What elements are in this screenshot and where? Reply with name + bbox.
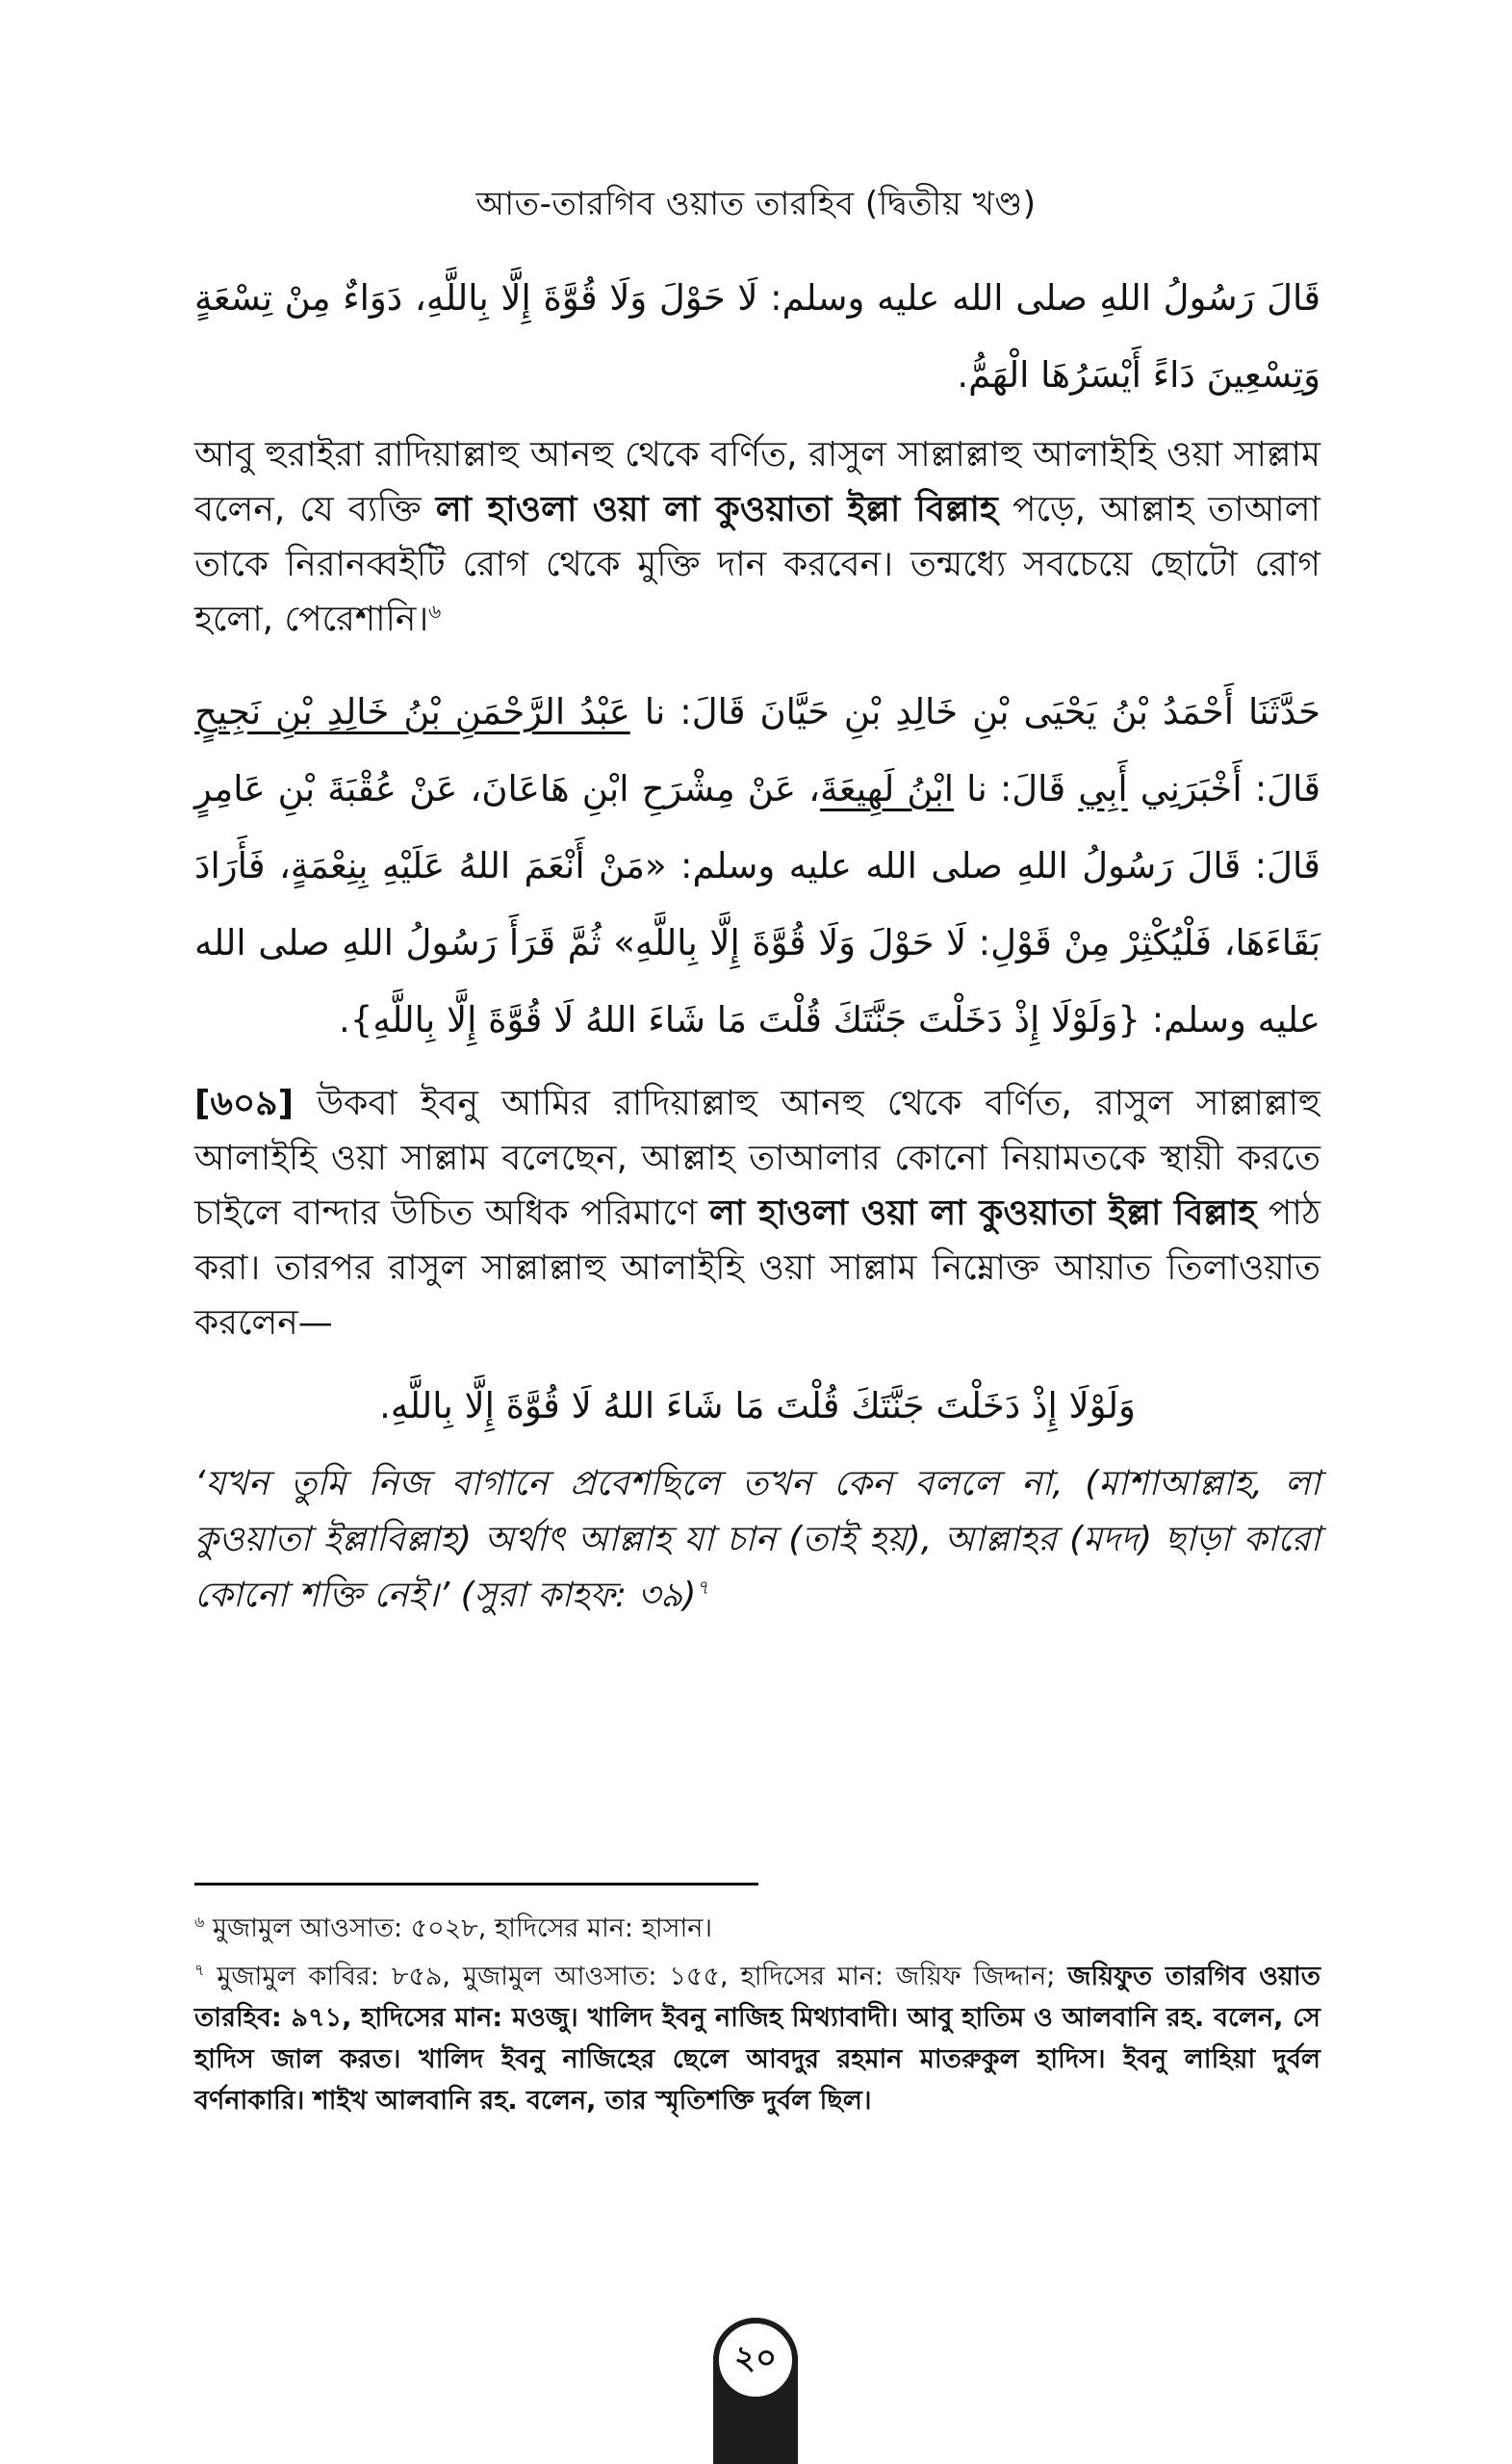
footnote-6 (194, 1901, 1320, 1949)
hadith-1-text-a: আবু হুরাইরা রাদিয়াল্লাহু আনহু থেকে বর্ণিত, রাসুল সাল্লাল্লাহু আলাইহি ওয়া সাল্লাম বলেন, যে ব্যক্তি (194, 435, 1320, 529)
hadith-2 (194, 674, 1320, 1624)
ayah-arabic: وَلَوْلَا إِذْ دَخَلْتَ جَنَّتَكَ قُلْتَ مَا شَاءَ اللهُ لَا قُوَّةَ إِلَّا بِاللَّهِ. (379, 1385, 1136, 1426)
hadith-2-text-b: পাঠ করা। তারপর রাসুল সাল্লাল্লাহু আলাইহি ওয়া সাল্লাম নিম্নোক্ত আয়াত তিলাওয়াত করলেন— (194, 1194, 1320, 1343)
isnad-part-1: حَدَّثَنَا أَحْمَدُ بْنُ يَحْيَى بْنِ خَالِدِ بْنِ حَيَّانَ قَالَ: نا (629, 691, 1320, 732)
hadith-1-arabic: قَالَ رَسُولُ اللهِ صلى الله عليه وسلم: لَا حَوْلَ وَلَا قُوَّةَ إِلَّا بِاللَّهِ، دَوَاءٌ مِنْ تِسْعَةٍ وَتِسْعِينَ دَاءً أَيْسَرُهَا الْهَمُّ. (194, 277, 1320, 396)
ayah-translation (194, 1456, 1320, 1624)
isnad-part-3: قَالَ: نا (954, 768, 1079, 809)
footnote-7-bold-text: জয়িফুত তারগিব ওয়াত তারহিব: ৯৭১, হাদিসের মান: মওজু। খালিদ ইবনু নাজিহ মিথ্যাবাদী। আবু হাতিম ও আলবানি রহ. বলেন, সে হাদিস জাল করত। খালিদ ইবনু নাজিহের ছেলে আবদুর রহমান মাতরুকুল হাদিস। ইবনু লাহিয়া দুর্বল বর্ণনাকারি। শাইখ আলবানি রহ. বলেন, তার স্মৃতিশক্তি দুর্বল ছিল। (194, 1962, 1320, 2116)
footnote-6-mark: ৬ (194, 1912, 205, 1931)
footnote-7 (194, 1949, 1320, 2121)
hadith-1 (194, 260, 1320, 647)
footnote-7-mark: ৭ (194, 1961, 205, 1979)
footnote-7-text: মুজামুল কাবির: ৮৫৯, মুজামুল আওসাত: ১৫৫, হাদিসের মান: জয়িফ জিদ্দান; (204, 1962, 1068, 1991)
narrator-underlined-3: ابْنُ لَهِيعَةَ (820, 768, 955, 809)
narrator-underlined-1: عَبْدُ الرَّحْمَنِ بْنُ خَالِدِ بْنِ نَجِيحٍ (194, 691, 630, 732)
narrator-underlined-2: أَبِي (1078, 768, 1128, 809)
isnad-part-2: قَالَ: أَخْبَرَنِي (1127, 768, 1321, 809)
footnote-ref-7[interactable]: ৭ (696, 1576, 709, 1599)
hadith-2-arabic-isnad (194, 674, 1320, 1059)
hadith-2-translation (194, 1076, 1320, 1350)
isnad-part-4: ، عَنْ مِشْرَحِ ابْنِ هَاعَانَ، عَنْ عُقْبَةَ بْنِ عَامِرٍ قَالَ: قَالَ رَسُولُ اللهِ صلى الله عليه وسلم: «مَنْ أَنْعَمَ اللهُ عَلَيْهِ بِنِعْمَةٍ، فَأَرَادَ بَقَاءَهَا، فَلْيُكْثِرْ مِنْ قَوْلِ: لَا حَوْلَ وَلَا قُوَّةَ إِلَّا بِاللَّهِ» ثُمَّ قَرَأَ رَسُولُ اللهِ صلى الله عليه وسلم: {وَلَوْلَا إِذْ دَخَلْتَ جَنَّتَكَ قُلْتَ مَا شَاءَ اللهُ لَا قُوَّةَ إِلَّا بِاللَّهِ}. (194, 768, 1320, 1040)
hadith-1-dhikr-bold: লা হাওলা ওয়া লা কুওয়াতা ইল্লা বিল্লাহ (435, 490, 998, 529)
hadith-1-translation (194, 427, 1320, 647)
ayah-translation-text: ‘যখন তুমি নিজ বাগানে প্রবেশছিলে তখন কেন বললে না, (মাশাআল্লাহ, লা কুওয়াতা ইল্লাবিল্লাহ) অর্থাৎ আল্লাহ যা চান (তাই হয়), আল্লাহর (মদদ) ছাড়া কারো কোনো শক্তি নেই।’ (সুরা কাহফ: ৩৯) (194, 1464, 1320, 1615)
running-header: আত-তারগিব ওয়াত তারহিব (দ্বিতীয় খণ্ড) (475, 185, 1037, 223)
hadith-1-text-b: পড়ে, আল্লাহ তাআলা তাকে নিরানব্বইটি রোগ থেকে মুক্তি দান করবেন। তন্মধ্যে সবচেয়ে ছোটো রোগ হলো, পেরেশানি। (194, 490, 1320, 639)
footnote-ref-6[interactable]: ৬ (428, 600, 442, 623)
footnote-6-text: মুজামুল আওসাত: ৫০২৮, হাদিসের মান: হাসান। (204, 1913, 713, 1943)
hadith-2-dhikr-bold: লা হাওলা ওয়া লা কুওয়াতা ইল্লা বিল্লাহ (708, 1194, 1257, 1233)
page-number: ২০ (713, 2318, 798, 2402)
footnote-divider (194, 1883, 758, 1886)
hadith-number: [৬০৯] (194, 1084, 295, 1123)
footnotes (194, 1901, 1320, 2121)
hadith-2-text-a: উকবা ইবনু আমির রাদিয়াল্লাহু আনহু থেকে বর্ণিত, রাসুল সাল্লাল্লাহু আলাইহি ওয়া সাল্লাম বলেছেন, আল্লাহ তাআলার কোনো নিয়ামতকে স্থায়ী করতে চাইলে বান্দার উচিত অধিক পরিমাণে (194, 1084, 1320, 1233)
